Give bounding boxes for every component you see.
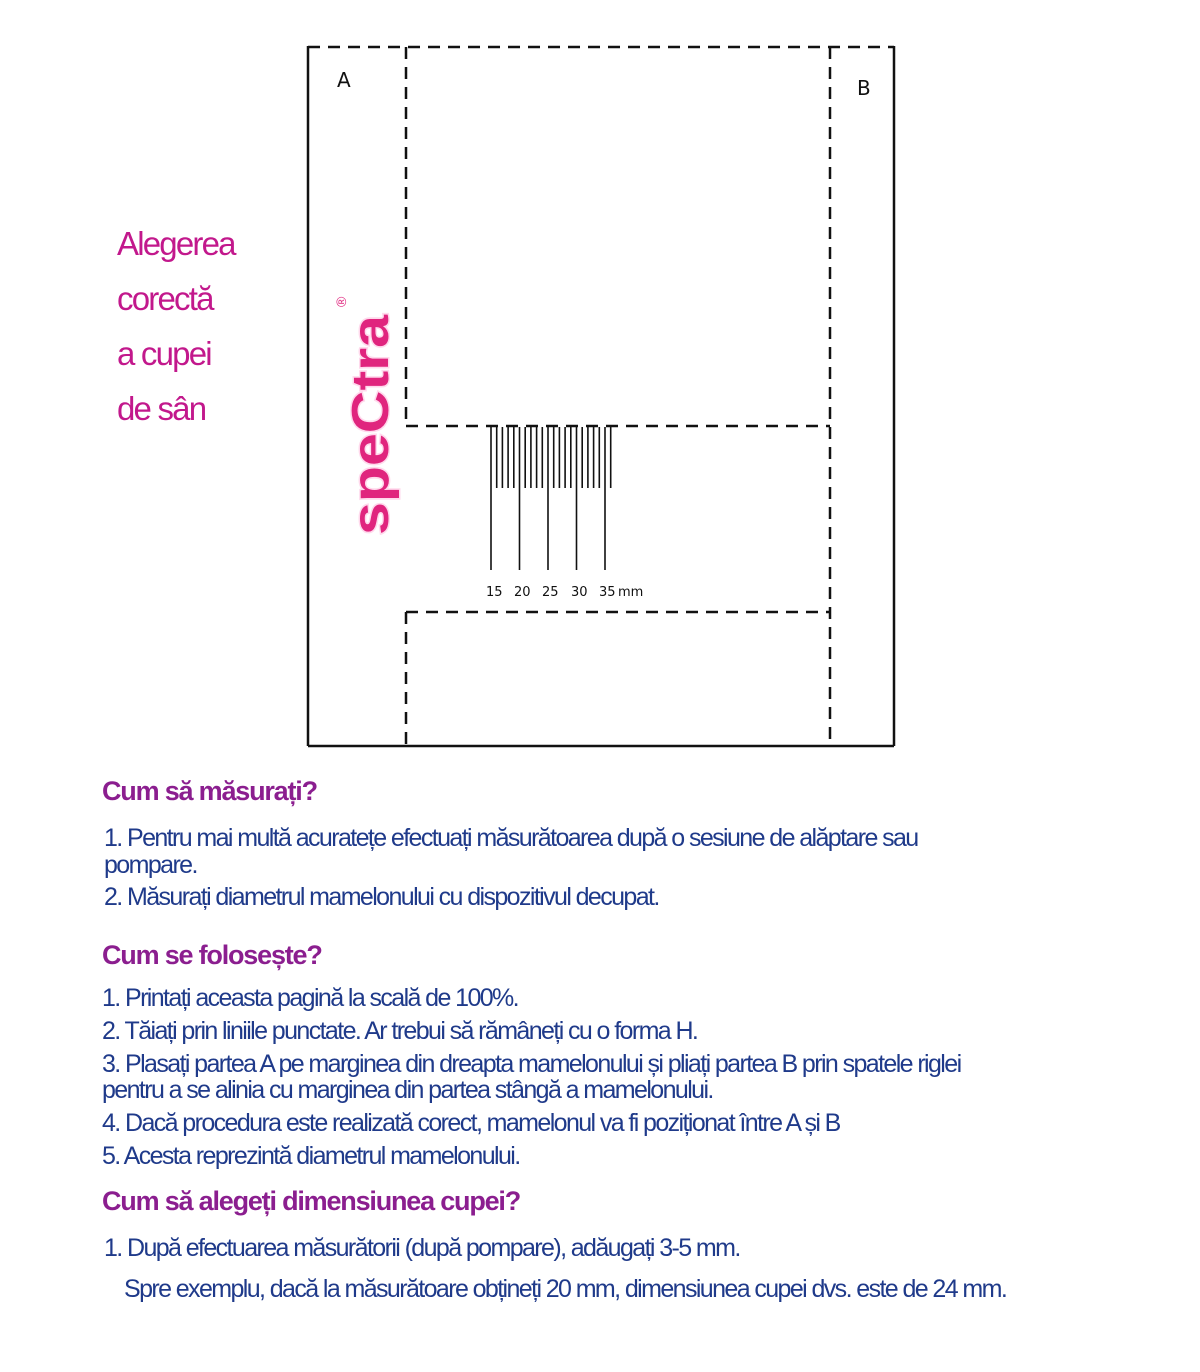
heading-how-to-use: Cum se folosește? <box>102 940 322 970</box>
title-line-2: corectă <box>117 280 213 317</box>
logo-wordmark: speCtra <box>342 341 400 535</box>
mm-scale <box>491 427 611 570</box>
use-line-4: pentru a se alinia cu marginea din partea stângă a mamelonului. <box>102 1076 713 1104</box>
scale-label-35: 35 <box>599 585 616 600</box>
scale-label-30: 30 <box>571 585 588 600</box>
title-line-3: a cupei <box>117 335 211 372</box>
title-line-1: Alegerea <box>117 225 235 262</box>
choose-example: Spre exemplu, dacă la măsurătoare obțineți 20 mm, dimensiunea cupei dvs. este de 24 mm. <box>124 1275 1007 1303</box>
label-a: A <box>337 68 351 92</box>
scale-label-15: 15 <box>486 585 503 600</box>
use-line-1: 1. Printați aceasta pagină la scală de 100%. <box>102 984 519 1012</box>
use-instructions <box>102 986 961 1177</box>
choose-step: 1. După efectuarea măsurătorii (după pompare), adăugați 3-5 mm. <box>104 1234 740 1262</box>
measure-line-2: pompare. <box>104 851 197 879</box>
measure-instructions <box>104 825 918 911</box>
scale-label-25: 25 <box>542 585 559 600</box>
mm-scale-labels <box>486 585 643 600</box>
scale-label-20: 20 <box>514 585 531 600</box>
registered-mark: ® <box>333 296 349 307</box>
use-line-6: 5. Acesta reprezintă diametrul mamelonului. <box>102 1142 520 1170</box>
measure-line-3: 2. Măsurați diametrul mamelonului cu dispozitivul decupat. <box>104 883 659 911</box>
use-line-3: 3. Plasați partea A pe marginea din dreapta mamelonului și pliați partea B prin spatele riglei <box>102 1050 961 1078</box>
heading-choose-size: Cum să alegeți dimensiunea cupei? <box>102 1186 521 1216</box>
label-b: B <box>857 76 871 100</box>
measure-line-1: 1. Pentru mai multă acuratețe efectuați măsurătoarea după o sesiune de alăptare sau <box>104 824 918 852</box>
title-line-4: de sân <box>117 390 206 427</box>
use-line-2: 2. Tăiați prin liniile punctate. Ar trebui să rămâneți cu o forma H. <box>102 1017 698 1045</box>
spectra-logo <box>333 296 400 535</box>
heading-how-to-measure: Cum să măsurați? <box>102 776 317 806</box>
use-line-5: 4. Dacă procedura este realizată corect, mamelonul va fi poziționat între A și B <box>102 1109 840 1137</box>
scale-unit: mm <box>618 585 644 600</box>
